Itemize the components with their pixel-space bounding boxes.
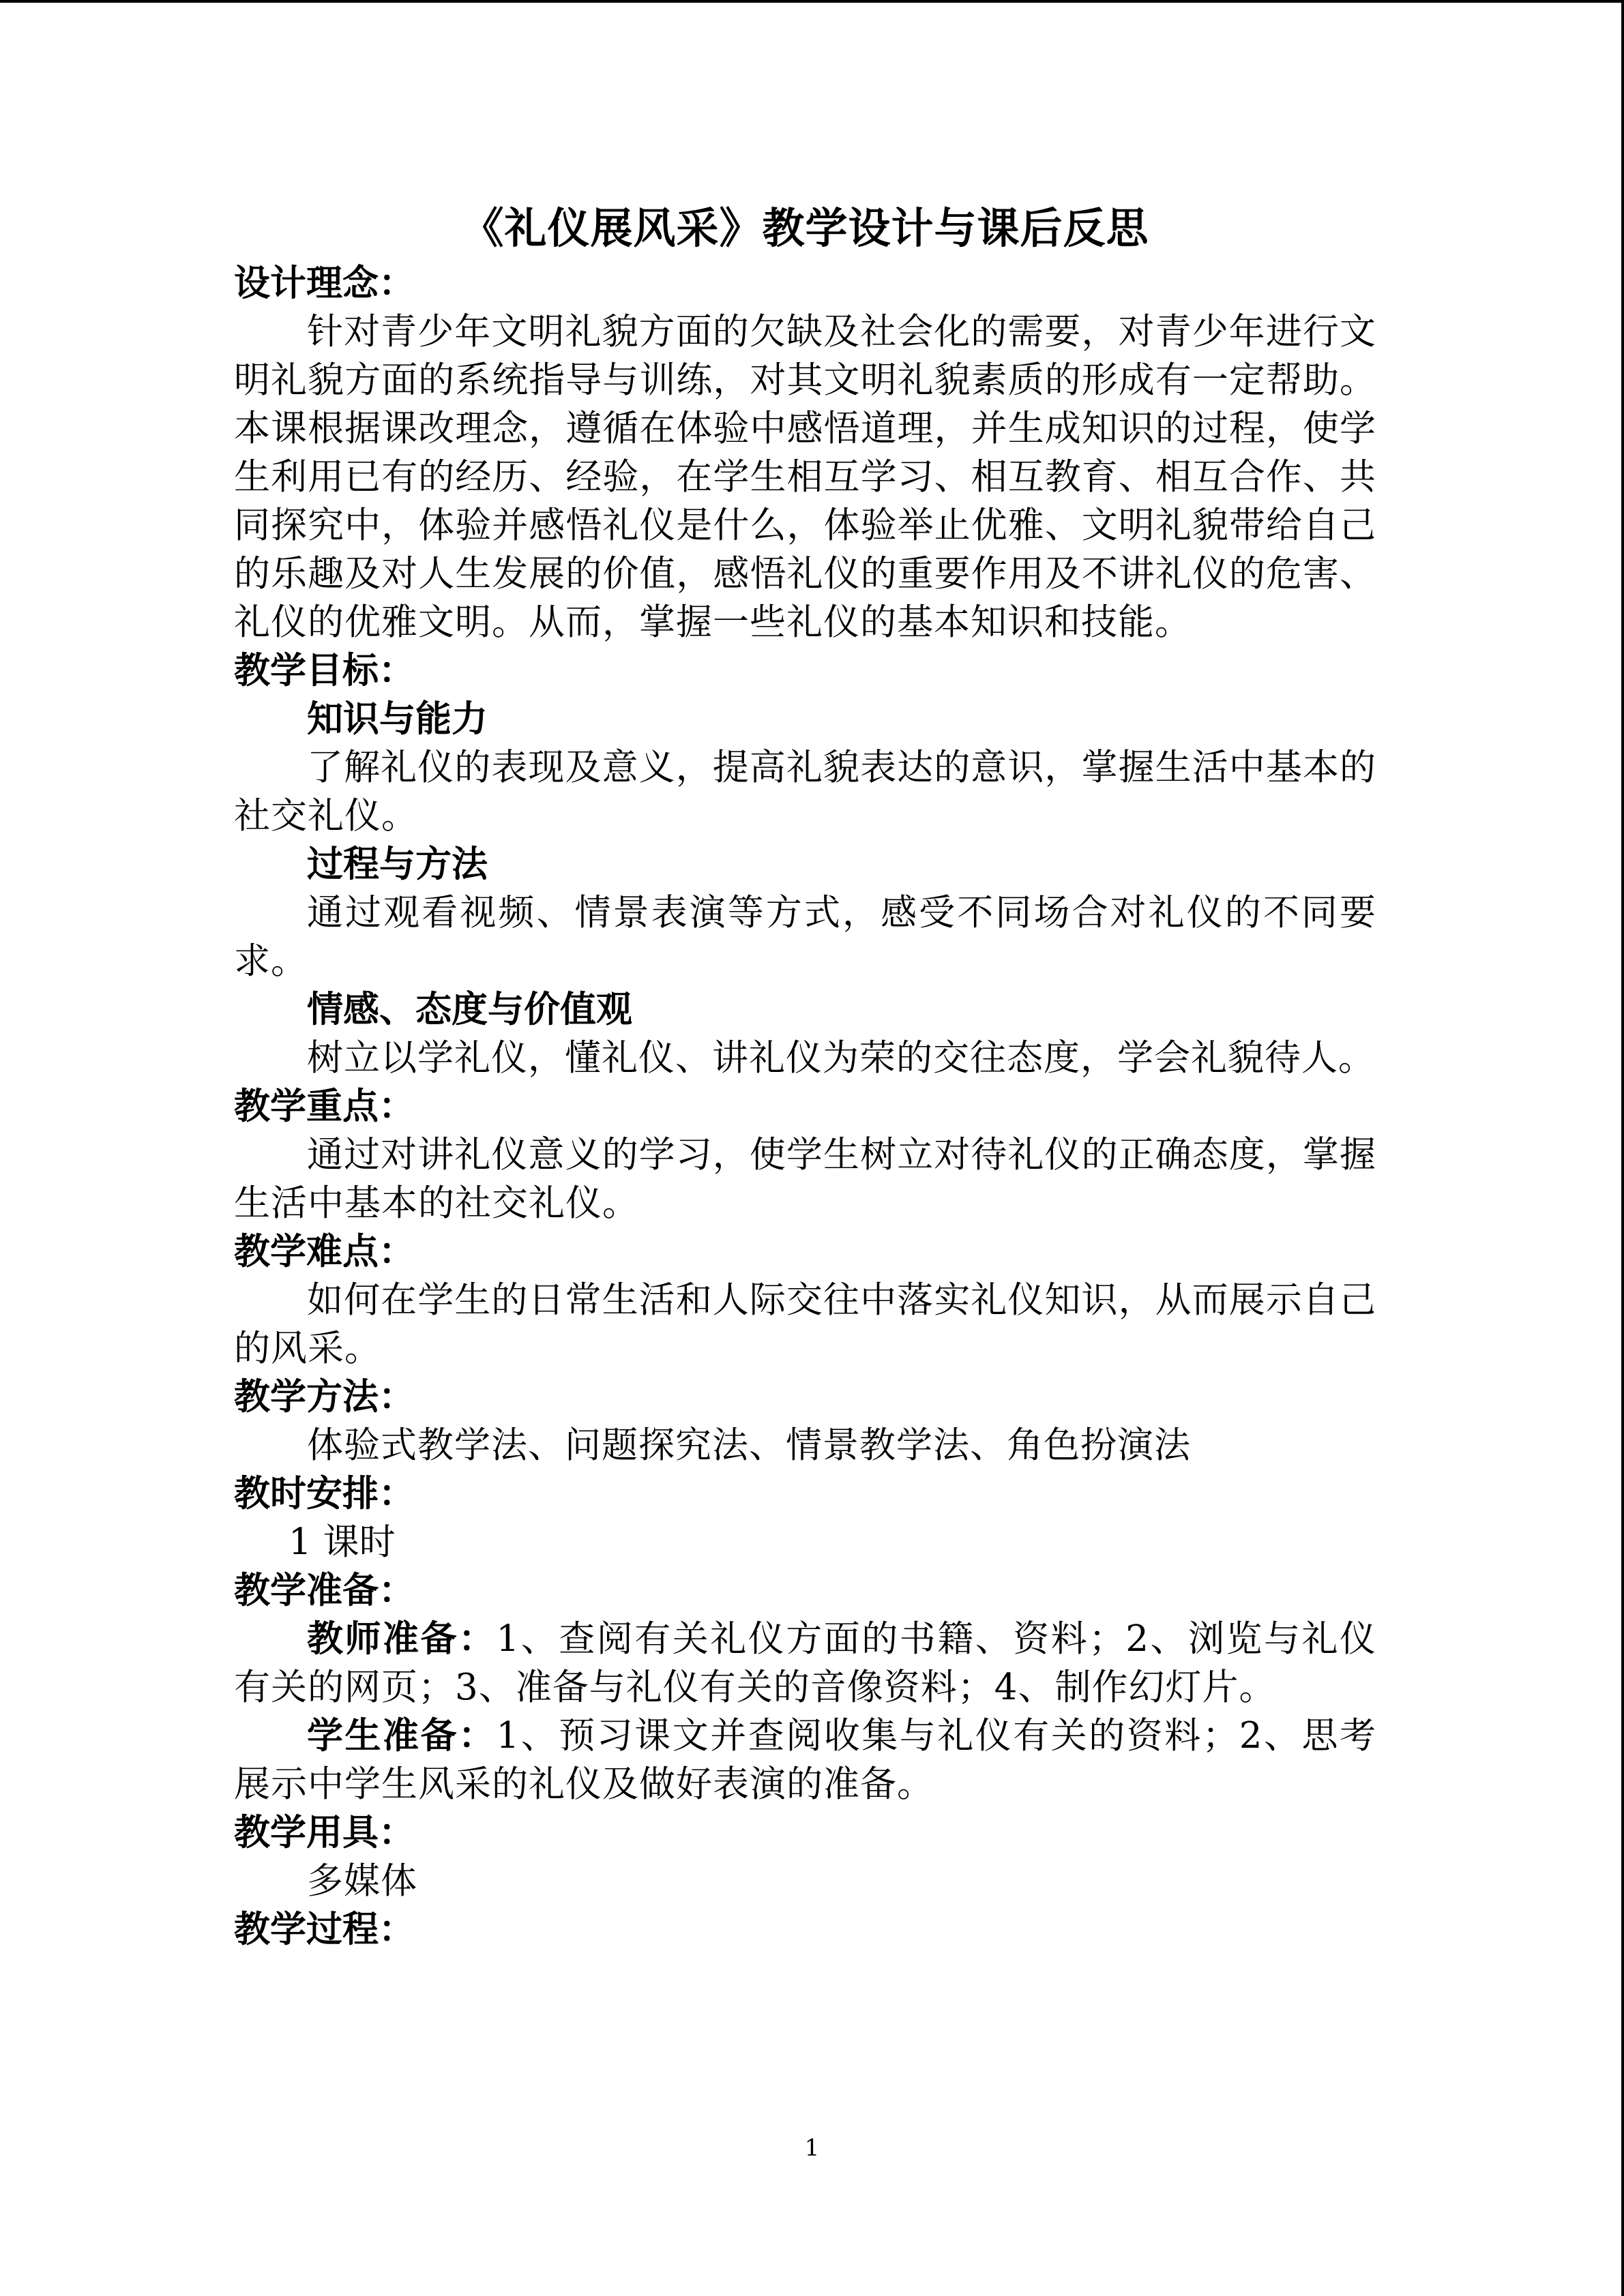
section-heading-process: 教学过程：: [234, 1908, 415, 1950]
section-heading-methods: 教学方法：: [234, 1375, 415, 1418]
teacher-preparation-label: 教师准备：: [307, 1617, 497, 1660]
schedule-text: 1 课时: [289, 1521, 396, 1563]
tools-text: 多媒体: [307, 1860, 417, 1902]
section-heading-key-points: 教学重点：: [234, 1085, 415, 1127]
teacher-preparation-text: 1、查阅有关礼仪方面的书籍、资料；2、浏览与礼仪有关的网页；3、准备与礼仪有关的音像资料；4、制作幻灯片。: [234, 1618, 1376, 1708]
process-text: 通过观看视频、情景表演等方式，感受不同场合对礼仪的不同要求。: [234, 892, 1376, 982]
section-heading-tools: 教学用具：: [234, 1811, 415, 1853]
page-title: 《礼仪展风采》教学设计与课后反思: [461, 203, 1149, 253]
page-border-top: [0, 0, 1624, 3]
student-preparation: [234, 1712, 1376, 1808]
page-border-right: [1621, 0, 1624, 2296]
teacher-preparation: [234, 1615, 1376, 1712]
methods-text: 体验式教学法、问题探究法、情景教学法、角色扮演法: [307, 1425, 1191, 1466]
section-heading-schedule: 教时安排：: [234, 1472, 415, 1515]
section-heading-design-concept: 设计理念：: [234, 262, 415, 304]
section-heading-objectives: 教学目标：: [234, 649, 415, 691]
knowledge-text: 了解礼仪的表现及意义，提高礼貌表达的意识，掌握生活中基本的社交礼仪。: [234, 747, 1376, 837]
key-points-text: 通过对讲礼仪意义的学习，使学生树立对待礼仪的正确态度，掌握生活中基本的社交礼仪。: [234, 1134, 1376, 1224]
section-heading-preparation: 教学准备：: [234, 1569, 415, 1611]
section-heading-difficulties: 教学难点：: [234, 1230, 415, 1272]
student-preparation-text: 1、预习课文并查阅收集与礼仪有关的资料；2、思考展示中学生风采的礼仪及做好表演的准备。: [234, 1715, 1376, 1805]
document-body: [234, 198, 1376, 1954]
emotion-text: 树立以学礼仪，懂礼仪、讲礼仪为荣的交往态度，学会礼貌待人。: [307, 1037, 1375, 1079]
subheading-emotion: 情感、态度与价值观: [307, 988, 632, 1030]
student-preparation-label: 学生准备：: [307, 1714, 497, 1757]
difficulties-text: 如何在学生的日常生活和人际交往中落实礼仪知识，从而展示自己的风采。: [234, 1279, 1376, 1369]
page-number: 1: [804, 2134, 820, 2162]
design-concept-text: 针对青少年文明礼貌方面的欠缺及社会化的需要，对青少年进行文明礼貌方面的系统指导与训练，对其文明礼貌素质的形成有一定帮助。本课根据课改理念，遵循在体验中感悟道理，并生成知识的过程，使学生利用已有的经历、经验，在学生相互学习、相互教育、相互合作、共同探究中，体验并感悟礼仪是什么，体验举止优雅、文明礼貌带给自己的乐趣及对人生发展的价值，感悟礼仪的重要作用及不讲礼仪的危害、礼仪的优雅文明。从而，掌握一些礼仪的基本知识和技能。: [234, 311, 1376, 643]
subheading-process: 过程与方法: [307, 843, 488, 885]
subheading-knowledge: 知识与能力: [307, 698, 488, 740]
